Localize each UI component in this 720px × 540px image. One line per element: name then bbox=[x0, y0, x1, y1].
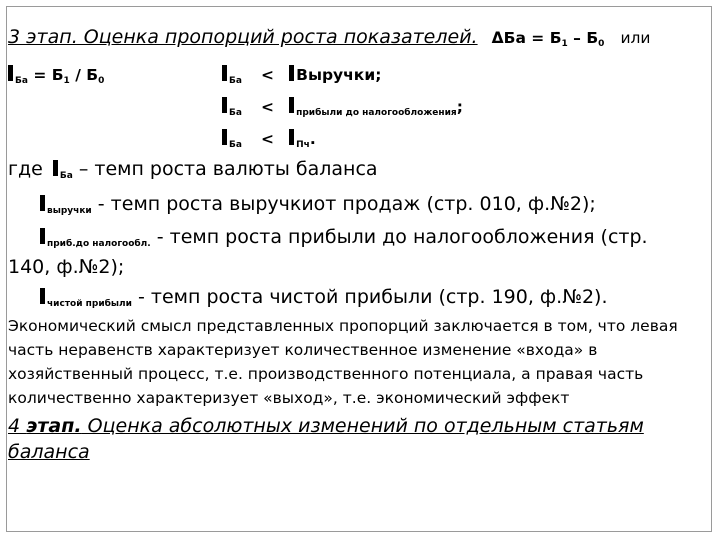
delta-formula: $\Delta Ба = Б_1 - Б_0$ bbox=[491, 29, 605, 49]
index-symbol-icon bbox=[40, 228, 45, 244]
definition-net-profit: $_{чистой прибыли}$ - темп роста чистой прибыли (стр. 190, ф.№2). bbox=[40, 288, 608, 309]
index-symbol-icon bbox=[222, 65, 227, 81]
definition-revenue: $_{выручки}$ - темп роста выручкиот продаж (стр. 010, ф.№2); bbox=[40, 195, 596, 216]
index-symbol-icon bbox=[40, 195, 45, 211]
or-word: или bbox=[620, 29, 651, 47]
stage4-heading-cont: баланса bbox=[8, 441, 90, 463]
index-symbol-icon bbox=[53, 160, 58, 176]
inequality-net-profit: $_{Ба}$ < $_{Пч}$. bbox=[222, 129, 316, 150]
stage4-heading: 4 этап. Оценка абсолютных изменений по отдельным статьям bbox=[8, 415, 644, 437]
index-symbol-icon bbox=[289, 65, 294, 81]
index-symbol-icon bbox=[289, 97, 294, 113]
index-symbol-icon bbox=[8, 65, 13, 81]
index-symbol-icon bbox=[289, 129, 294, 145]
index-symbol-icon bbox=[40, 288, 45, 304]
paragraph-line-3: хозяйственный процесс, т.е. производственного потенциала, а правая часть bbox=[8, 365, 644, 383]
definition-balance: где $_{Ба}$ – темп роста валюты баланса bbox=[8, 158, 378, 181]
index-symbol-icon bbox=[222, 129, 227, 145]
growth-index-formula: $_{Ба} = Б_1 / Б_0$ bbox=[8, 65, 104, 86]
stage3-title: 3 этап. Оценка пропорций роста показателей. bbox=[8, 26, 478, 48]
definition-pretax-cont: 140, ф.№2); bbox=[8, 256, 125, 278]
definition-pretax: $_{приб.до налогообл.}$ - темп роста прибыли до налогообложения (стр. bbox=[40, 228, 648, 249]
inequality-pretax-profit: $_{Ба}$ < $_{прибыли до налогообложения}$; bbox=[222, 97, 463, 118]
index-symbol-icon bbox=[222, 97, 227, 113]
paragraph-line-4: количественно характеризует «выход», т.е. экономический эффект bbox=[8, 389, 570, 407]
stage3-heading-line bbox=[8, 28, 651, 49]
inequality-revenue: $_{Ба}$ < Выручки; bbox=[222, 65, 381, 86]
paragraph-line-2: часть неравенств характеризует количественное изменение «входа» в bbox=[8, 341, 598, 359]
paragraph-line-1: Экономический смысл представленных пропорций заключается в том, что левая bbox=[8, 317, 678, 335]
